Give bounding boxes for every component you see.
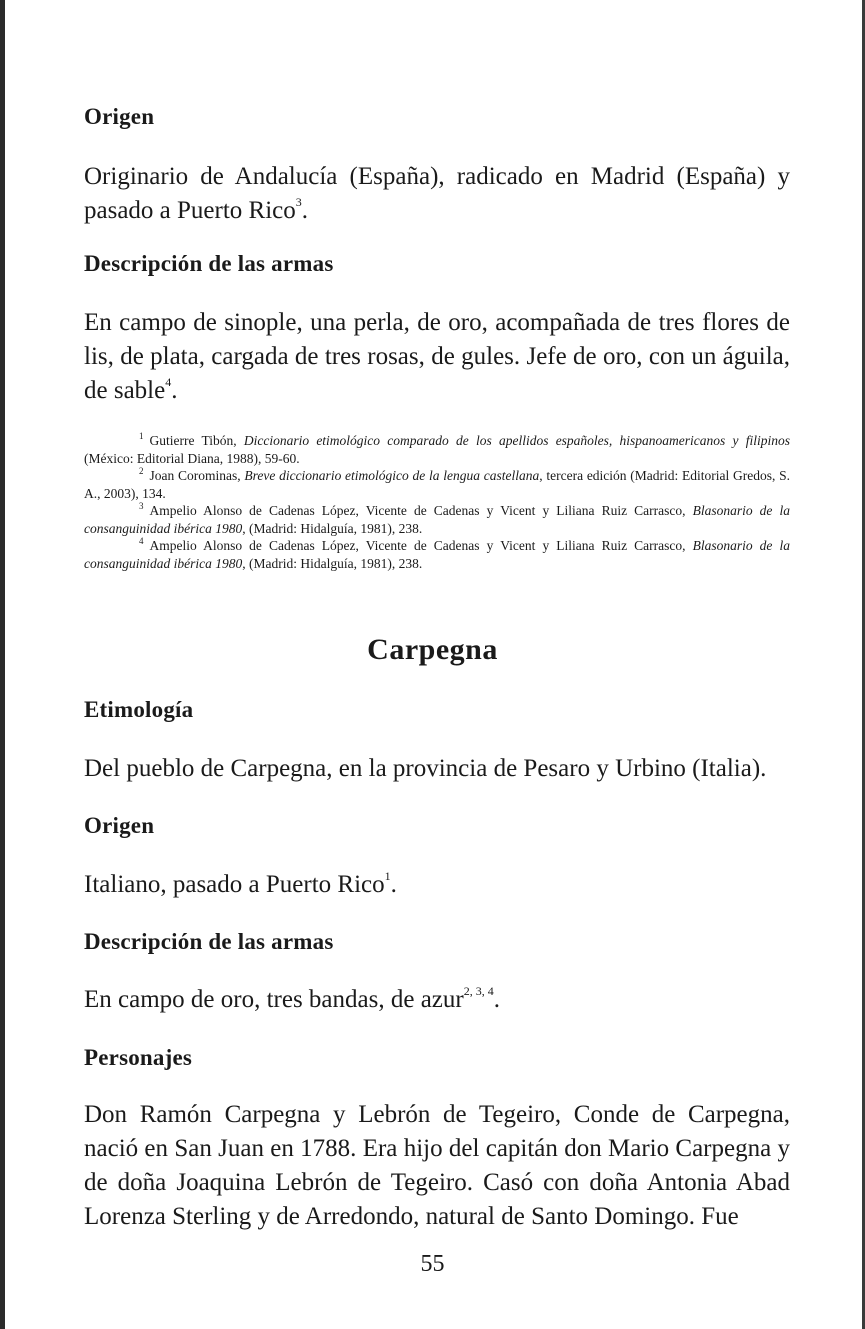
origen-text: Italiano, pasado a Puerto Rico <box>84 871 385 898</box>
carpegna-origen-heading: Origen <box>84 813 155 838</box>
footnote-author: Ampelio Alonso de Cadenas López, Vicente de Cadenas y Vicent y Liliana Ruiz Carrasco, <box>149 538 693 553</box>
origen-heading: Origen <box>84 104 155 129</box>
carpegna-origen-paragraph <box>84 868 790 902</box>
origen-paragraph <box>84 160 790 228</box>
origen-text: Originario de Andalucía (España), radicado en Madrid (España) y pasado a Puerto Rico <box>84 163 790 224</box>
footnote-author: Gutierre Tibón, <box>149 433 244 448</box>
footnote-4 <box>84 537 790 572</box>
footnote-ref: 3 <box>295 194 302 209</box>
footnote-title: Blasonario de la consanguinidad ibérica 1980 <box>84 538 790 571</box>
footnote-ref: 1 <box>384 868 391 883</box>
carpegna-armas-heading: Descripción de las armas <box>84 929 334 954</box>
footnote-title: Blasonario de la consanguinidad ibérica 1980 <box>84 503 790 536</box>
footnote-ref: 2, 3, 4 <box>463 983 494 998</box>
footnote-publication: , (Madrid: Hidalguía, 1981), 238. <box>242 520 423 536</box>
footnote-2 <box>84 467 790 502</box>
personajes-heading: Personajes <box>84 1045 193 1070</box>
period: . <box>493 986 500 1013</box>
armas-heading: Descripción de las armas <box>84 251 334 276</box>
footnote-publication: (México: Editorial Diana, 1988), 59-60. <box>84 450 300 466</box>
armas-text: En campo de oro, tres bandas, de azur <box>84 986 464 1013</box>
footnote-1 <box>84 432 790 467</box>
footnote-number: 4 <box>139 535 144 546</box>
footnote-title: Diccionario etimológico comparado de los apellidos españoles, hispanoamericanos y filipinos <box>243 433 790 448</box>
footnote-title: Breve diccionario etimológico de la lengua castellana <box>244 468 540 483</box>
etimologia-paragraph: Del pueblo de Carpegna, en la provincia de Pesaro y Urbino (Italia). <box>84 755 767 782</box>
footnote-author: Ampelio Alonso de Cadenas López, Vicente de Cadenas y Vicent y Liliana Ruiz Carrasco, <box>149 503 693 518</box>
entry-title: Carpegna <box>367 633 498 666</box>
footnote-3 <box>84 502 790 537</box>
footnote-number: 1 <box>139 430 144 441</box>
footnote-ref: 4 <box>165 374 172 389</box>
personajes-paragraph: Don Ramón Carpegna y Lebrón de Tegeiro, Conde de Carpegna, nació en San Juan en 1788. Era hijo del capitán don Mario Carpegna y de doña Joaquina Lebrón de Tegeiro. Casó con doña Antonia Abad Lorenza Sterling y de Arredondo, natural de Santo Domingo. Fue <box>84 1101 790 1230</box>
armas-text: En campo de sinople, una perla, de oro, acompañada de tres flores de lis, de plata, cargada de tres rosas, de gules. Jefe de oro, con un águila, de sable <box>84 309 790 404</box>
footnote-number: 3 <box>139 500 144 511</box>
period: . <box>171 377 178 404</box>
footnote-publication: , tercera edición (Madrid: Editorial Gredos, S. A., 2003), 134. <box>84 468 790 501</box>
page-number: 55 <box>420 1251 445 1277</box>
footnote-author: Joan Corominas, <box>149 468 245 483</box>
footnote-number: 2 <box>139 465 144 476</box>
period: . <box>301 197 309 224</box>
period: . <box>390 871 397 898</box>
armas-paragraph <box>84 306 790 408</box>
etimologia-heading: Etimología <box>84 697 194 722</box>
footnote-publication: , (Madrid: Hidalguía, 1981), 238. <box>242 555 423 571</box>
footnotes-block <box>84 432 790 572</box>
carpegna-armas-paragraph <box>84 983 790 1017</box>
